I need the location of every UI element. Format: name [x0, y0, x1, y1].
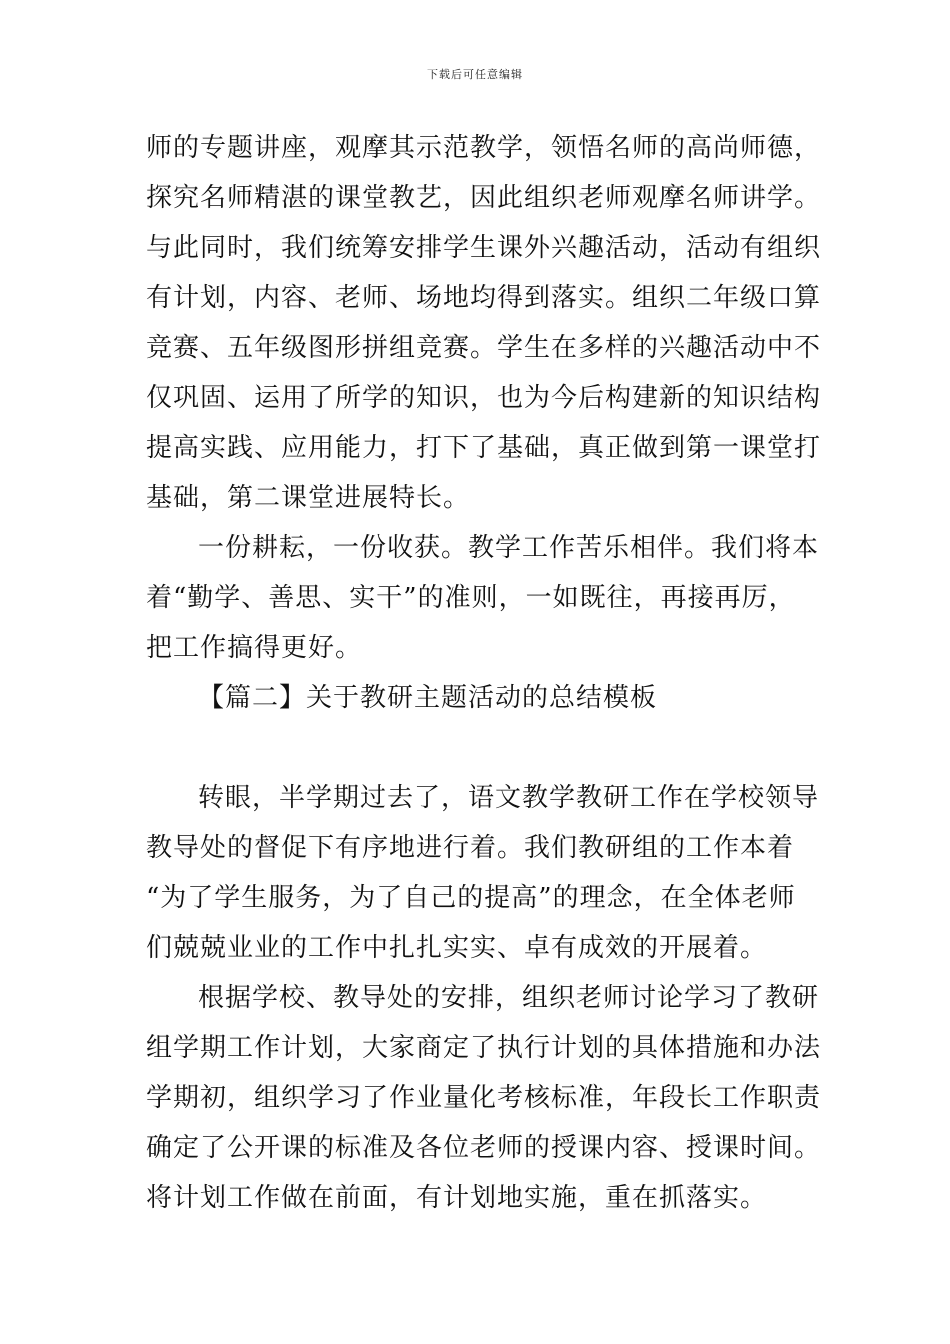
paragraph-line: 确定了公开课的标准及各位老师的授课内容、授课时间。 — [146, 1133, 822, 1163]
paragraph-line: 与此同时，我们统筹安排学生课外兴趣活动，活动有组织 — [146, 233, 822, 263]
header-note: 下载后可任意编辑 — [427, 68, 523, 81]
paragraph-line: 探究名师精湛的课堂教艺，因此组织老师观摩名师讲学。 — [146, 183, 822, 213]
paragraph-line: 把工作搞得更好。 — [146, 633, 363, 663]
paragraph-line: “为了学生服务，为了自己的提高”的理念，在全体老师 — [146, 883, 796, 913]
paragraph-line: 有计划，内容、老师、场地均得到落实。组织二年级口算 — [146, 283, 822, 313]
paragraph-line: 转眼，半学期过去了，语文教学教研工作在学校领导 — [198, 783, 820, 813]
paragraph-line: 们兢兢业业的工作中扎扎实实、卓有成效的开展着。 — [146, 933, 768, 963]
paragraph-line: 仅巩固、运用了所学的知识，也为今后构建新的知识结构 — [146, 383, 822, 413]
paragraph-line: 组学期工作计划，大家商定了执行计划的具体措施和办法 — [146, 1033, 822, 1063]
paragraph-line: 将计划工作做在前面，有计划地实施，重在抓落实。 — [146, 1183, 768, 1213]
section-title: 【篇二】关于教研主题活动的总结模板 — [198, 683, 658, 713]
paragraph-line: 学期初，组织学习了作业量化考核标准，年段长工作职责 — [146, 1083, 822, 1113]
paragraph-line: 根据学校、教导处的安排，组织老师讨论学习了教研 — [198, 983, 820, 1013]
paragraph-line: 一份耕耘，一份收获。教学工作苦乐相伴。我们将本 — [198, 533, 820, 563]
paragraph-line: 教导处的督促下有序地进行着。我们教研组的工作本着 — [146, 833, 795, 863]
paragraph-line: 着“勤学、善思、实干”的准则，一如既往，再接再厉， — [146, 583, 796, 613]
paragraph-line: 师的专题讲座，观摩其示范教学，领悟名师的高尚师德， — [146, 133, 822, 163]
paragraph-line: 提高实践、应用能力，打下了基础，真正做到第一课堂打 — [146, 433, 822, 463]
paragraph-line: 基础，第二课堂进展特长。 — [146, 483, 471, 513]
paragraph-line: 竞赛、五年级图形拼组竞赛。学生在多样的兴趣活动中不 — [146, 333, 822, 363]
